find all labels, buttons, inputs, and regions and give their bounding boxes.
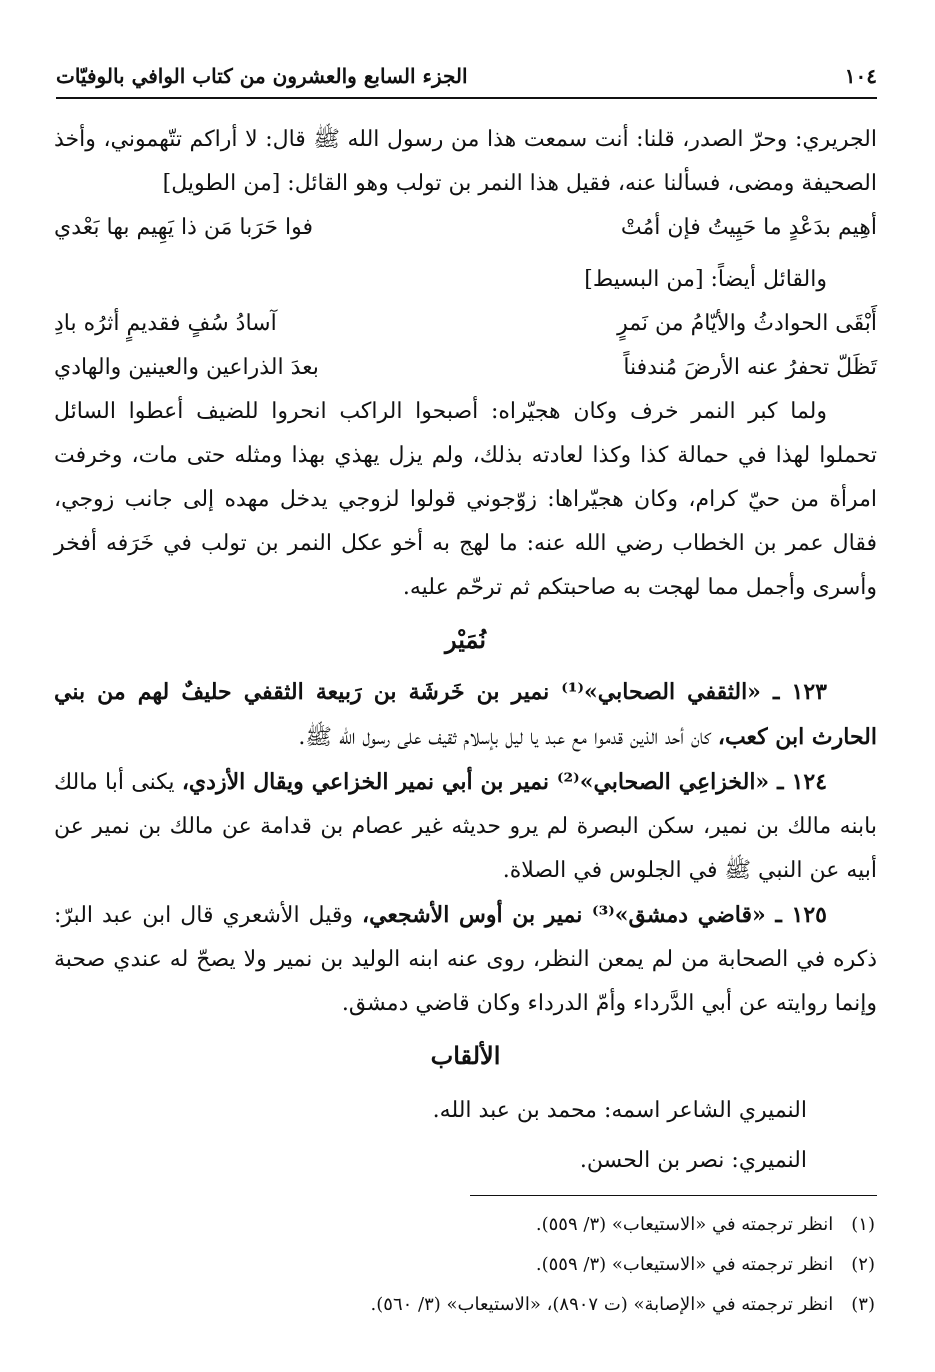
entry-125-text: وقيل الأشعري قال ابن عبد البرّ: ذكره في الصحابة من لم يمعن النظر، روى عنه ابنه الوليد بن نمير ولا يصحّ له عندي صحبة وإنما روايته عن أبي الدَّرداء وأمّ الدرداء وكان قاضي دمشق.	[54, 903, 877, 1016]
verse-3-second-hemistich: بعدَ الذراعين والعينين والهادي	[54, 355, 319, 380]
verse-1-second-hemistich: فوا حَرَبا مَن ذا يَهِيم بها بَعْدي	[54, 215, 313, 240]
footnote-number: (٢)	[851, 1254, 875, 1275]
footnote-text: انظر ترجمته في «الإصابة» (ت ٨٩٠٧)، «الاستيعاب» (٣/ ٥٦٠).	[370, 1294, 834, 1315]
entry-124-text: يكنى أبا مالك بابنه مالك بن نمير، سكن البصرة لم يرو حديثه غير عصام بن قدامة عن مالك بن نمير عن أبيه عن النبي ﷺ في الجلوس في الصلاة.	[54, 770, 877, 883]
verse-1-first-hemistich: أهِيم بدَعْدٍ ما حَيِيتُ فإن أمُتْ	[620, 215, 877, 240]
section-heading-alqab: الألقاب	[430, 1041, 501, 1070]
page-number: ١٠٤	[844, 64, 877, 88]
main-text	[54, 118, 877, 1186]
footnote	[60, 1245, 875, 1285]
paragraph-2: ولما كبر النمر خرف وكان هجيّراه: أصبحوا الراكب انحروا للضيف أعطوا السائل تحملوا لهذا في حمالة كذا وكذا لعادته بذلك، ولم يزل يهذي بهذا ومثله حتى مات، وخرفت امرأة من حيّ كرام، وكان هجيّراها: زوّجوني قولوا لزوجي يدخل مهده إلى جانب زوجي، فقال عمر بن الخطاب رضي الله عنه: ما لهج به أخو عكل النمر بن تولب في خَرَفه أفخر وأسرى وأجمل مما لهجت به صاحبتكم ثم ترحّم عليه.	[54, 399, 877, 600]
running-header	[56, 56, 877, 96]
paragraph-1: الجريري: وحرّ الصدر، قلنا: أنت سمعت هذا من رسول الله ﷺ قال: لا أراكم تتّهموني، وأخذ الصحيفة ومضى، فسألنا عنه، فقيل هذا النمر بن تولب وهو القائل: [من الطويل]	[54, 127, 877, 196]
verse-intro: والقائل أيضاً: [من البسيط]	[584, 267, 827, 292]
verse-2	[54, 302, 877, 346]
verse-2-second-hemistich: آسادُ سُفٍ فقديمٍ أثرُه بادِ	[54, 311, 277, 336]
section-heading-numayr: نُمَيْر	[444, 625, 487, 654]
entry-124	[54, 760, 877, 893]
running-title: الجزء السابع والعشرون من كتاب الوافي بالوفيّات	[56, 64, 468, 88]
footnote	[60, 1285, 875, 1325]
footnotes	[60, 1205, 875, 1325]
entry-124-title: ١٢٤ ـ «الخزاعِي الصحابي»⁽²⁾ نمير بن أبي نمير الخزاعي ويقال الأزدي،	[181, 769, 828, 795]
entry-125	[54, 893, 877, 1026]
entry-125-title: ١٢٥ ـ «قاضي دمشق»⁽³⁾ نمير بن أوس الأشجعي،	[361, 902, 827, 928]
verse-1	[54, 206, 877, 250]
footnote-number: (١)	[851, 1214, 875, 1235]
entry-123-text: كان أحد الذين قدموا مع عبد يا ليل بإسلام ثقيف على رسول الله ﷺ.	[298, 725, 718, 750]
verse-3-first-hemistich: تَظَلّ تحفرُ عنه الأرضَ مُندفناً	[623, 355, 877, 380]
footnote	[60, 1205, 875, 1245]
footnote-rule	[470, 1195, 877, 1196]
footnote-text: انظر ترجمته في «الاستيعاب» (٣/ ٥٥٩).	[535, 1254, 834, 1275]
entry-123	[54, 670, 877, 760]
header-rule	[56, 97, 877, 99]
footnote-number: (٣)	[851, 1294, 875, 1315]
laqab-1: النميري الشاعر اسمه: محمد بن عبد الله.	[432, 1098, 807, 1123]
entry-123-title: ١٢٣ ـ «الثقفي الصحابي»⁽¹⁾ نمير بن خَرشَة بن رَبيعة الثقفي حليفٌ لهم من بني الحارث ابن كعب،	[54, 679, 877, 750]
laqab-2: النميري: نصر بن الحسن.	[579, 1148, 807, 1173]
verse-3	[54, 346, 877, 390]
footnote-text: انظر ترجمته في «الاستيعاب» (٣/ ٥٥٩).	[535, 1214, 834, 1235]
verse-2-first-hemistich: أَبْقَى الحوادثُ والأيّامُ من نَمرٍ	[617, 311, 877, 336]
